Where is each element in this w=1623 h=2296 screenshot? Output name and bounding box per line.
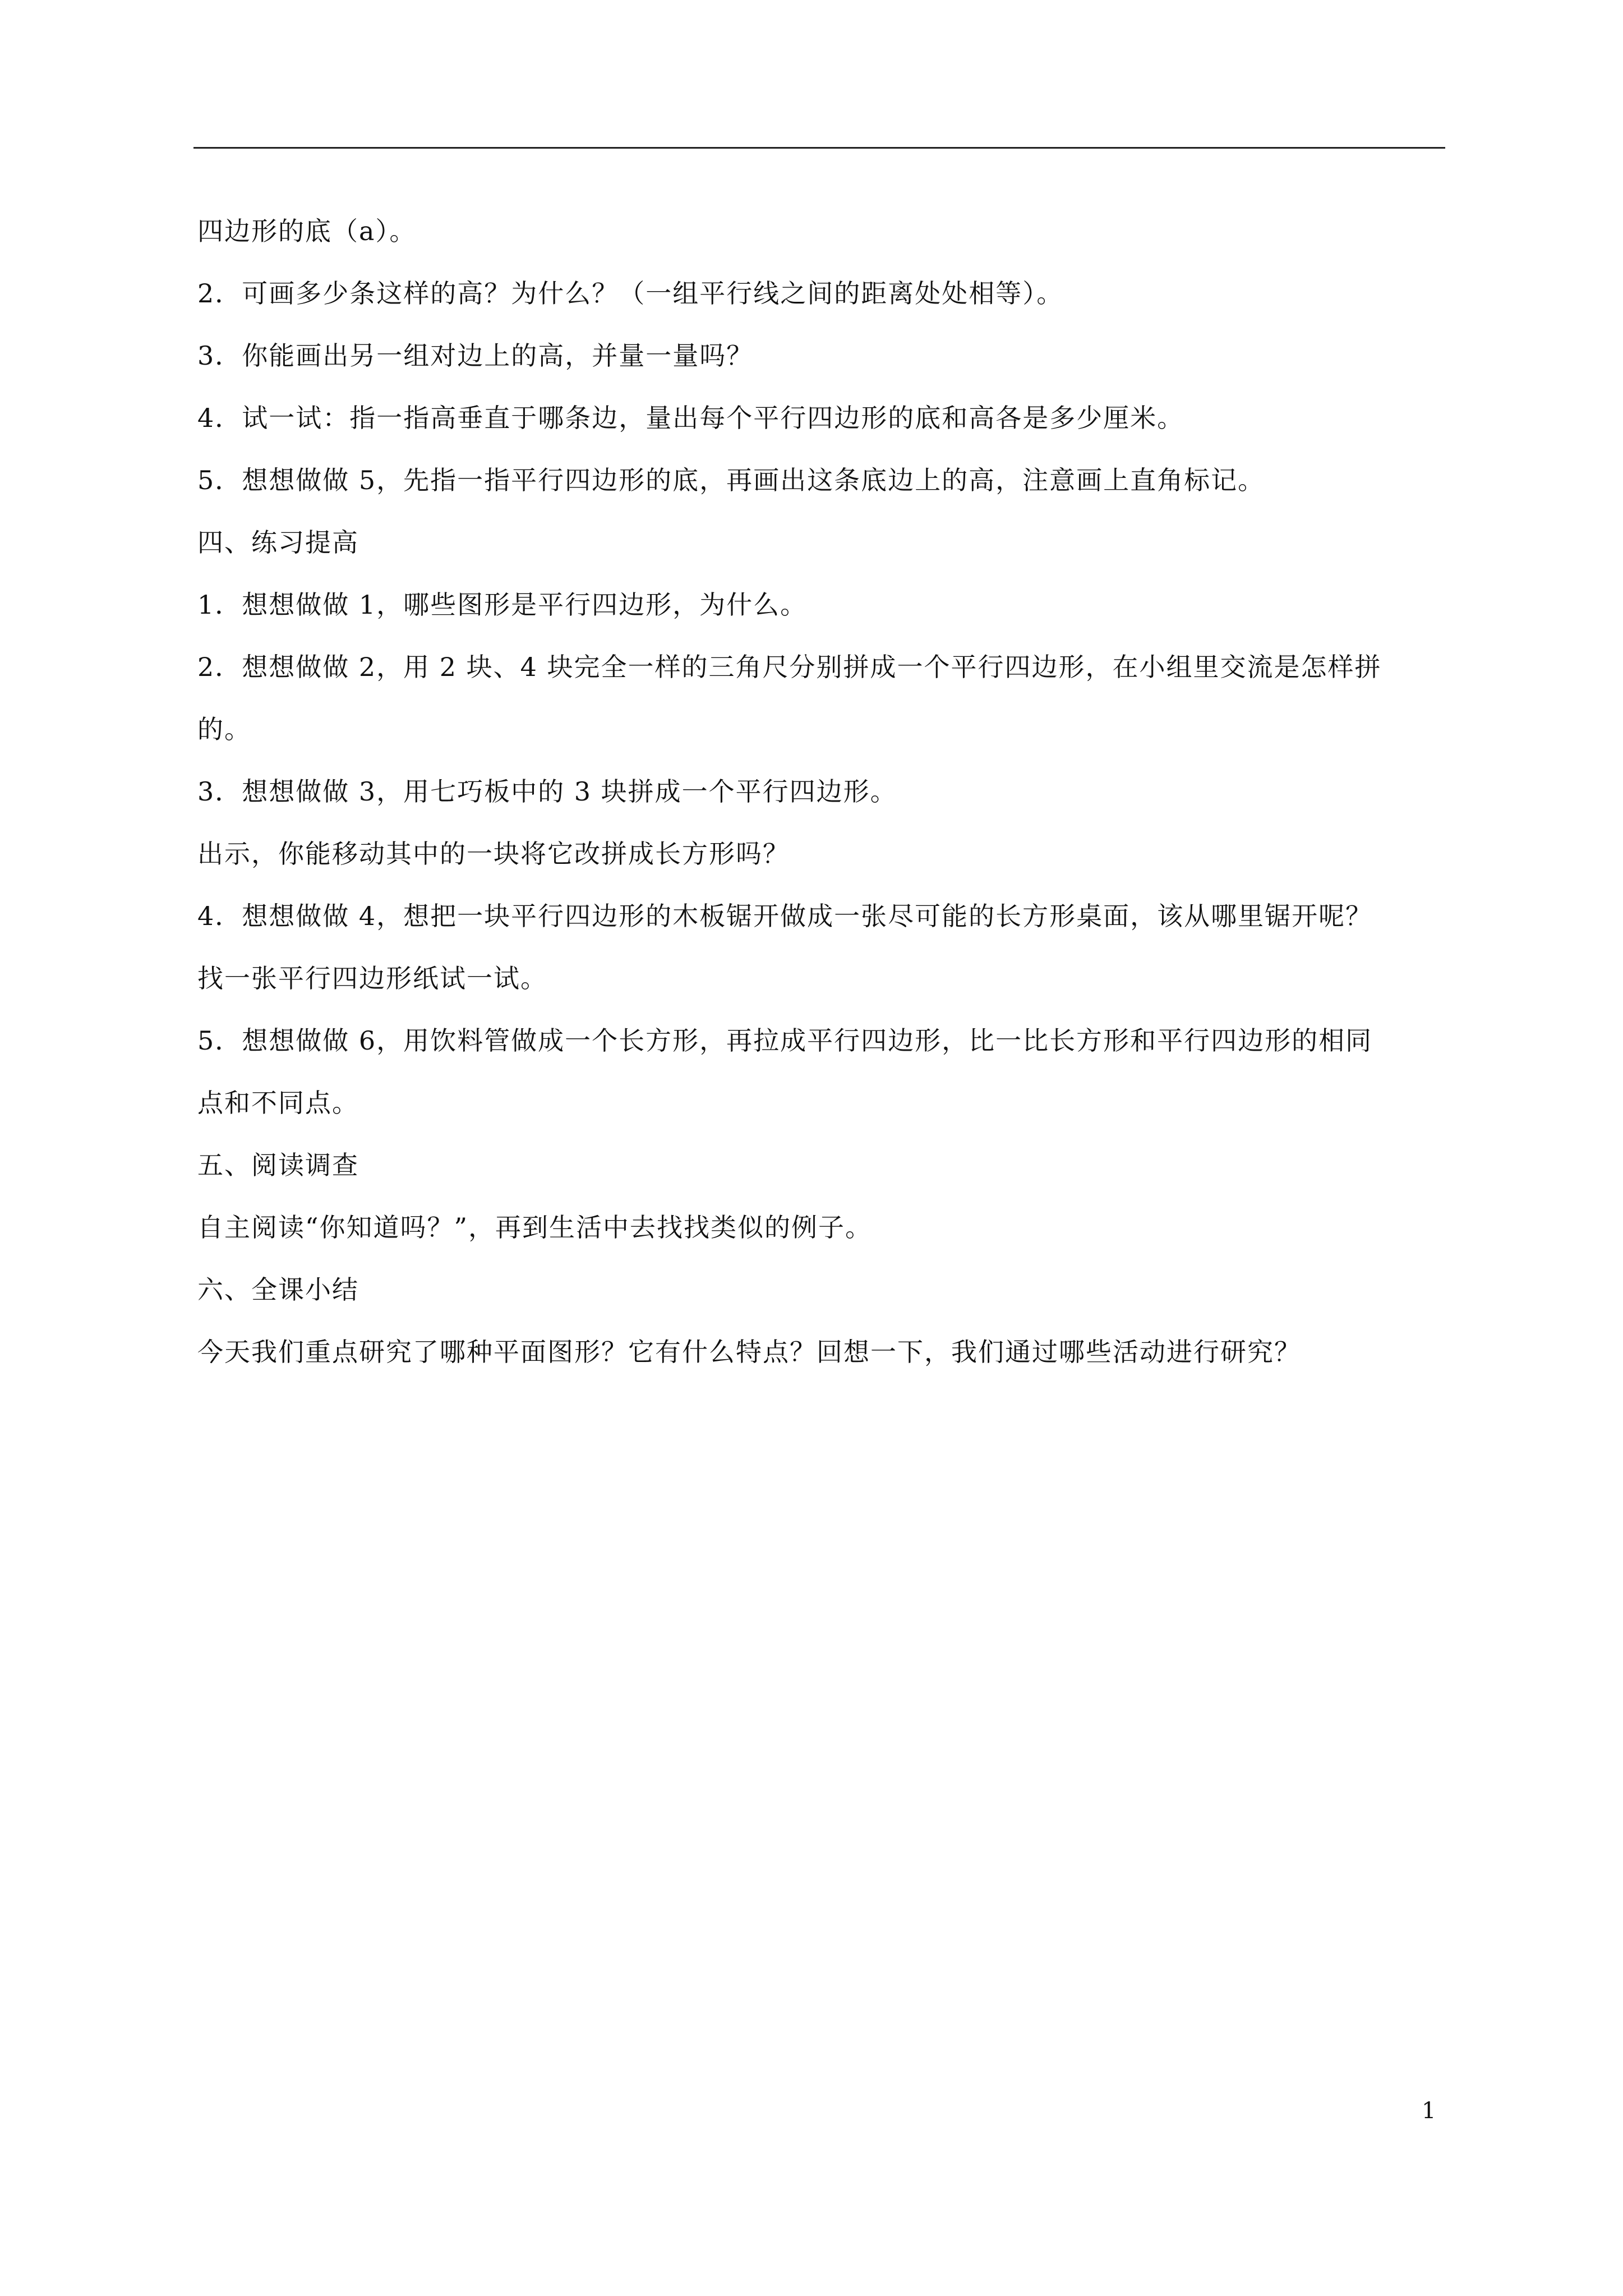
header-rule [193,147,1445,149]
paragraph-line: 今天我们重点研究了哪种平面图形？它有什么特点？回想一下，我们通过哪些活动进行研究？ [197,1337,1301,1367]
paragraph-line: 找一张平行四边形纸试一试。 [197,963,547,993]
page-number: 1 [1422,2098,1436,2124]
paragraph-line: 的。 [197,714,251,744]
paragraph-line: 5．想想做做 6，用饮料管做成一个长方形，再拉成平行四边形，比一比长方形和平行四边形的相同 [197,1025,1373,1056]
paragraph-line: 5．想想做做 5，先指一指平行四边形的底，再画出这条底边上的高，注意画上直角标记。 [197,465,1265,495]
section-heading: 四、练习提高 [197,527,359,558]
paragraph-line: 自主阅读“你知道吗？”，再到生活中去找找类似的例子。 [197,1212,873,1243]
section-heading: 五、阅读调查 [197,1150,359,1180]
paragraph-line: 4．想想做做 4，想把一块平行四边形的木板锯开做成一张尽可能的长方形桌面，该从哪里锯开呢？ [197,901,1373,931]
paragraph-line: 4．试一试：指一指高垂直于哪条边，量出每个平行四边形的底和高各是多少厘米。 [197,403,1184,433]
paragraph-line: 2．想想做做 2，用 2 块、4 块完全一样的三角尺分别拼成一个平行四边形，在小组里交流是怎样拼 [197,652,1382,682]
paragraph-line: 1．想想做做 1，哪些图形是平行四边形，为什么。 [197,590,808,620]
paragraph-line: 出示，你能移动其中的一块将它改拼成长方形吗？ [197,839,790,869]
paragraph-line: 2．可画多少条这样的高？为什么？（一组平行线之间的距离处处相等）。 [197,278,1064,309]
paragraph-line: 3．想想做做 3，用七巧板中的 3 块拼成一个平行四边形。 [197,776,897,807]
section-heading: 六、全课小结 [197,1274,359,1305]
paragraph-line: 3．你能画出另一组对边上的高，并量一量吗？ [197,341,754,371]
paragraph-line: 四边形的底（a）。 [197,216,417,246]
paragraph-line: 点和不同点。 [197,1088,359,1118]
